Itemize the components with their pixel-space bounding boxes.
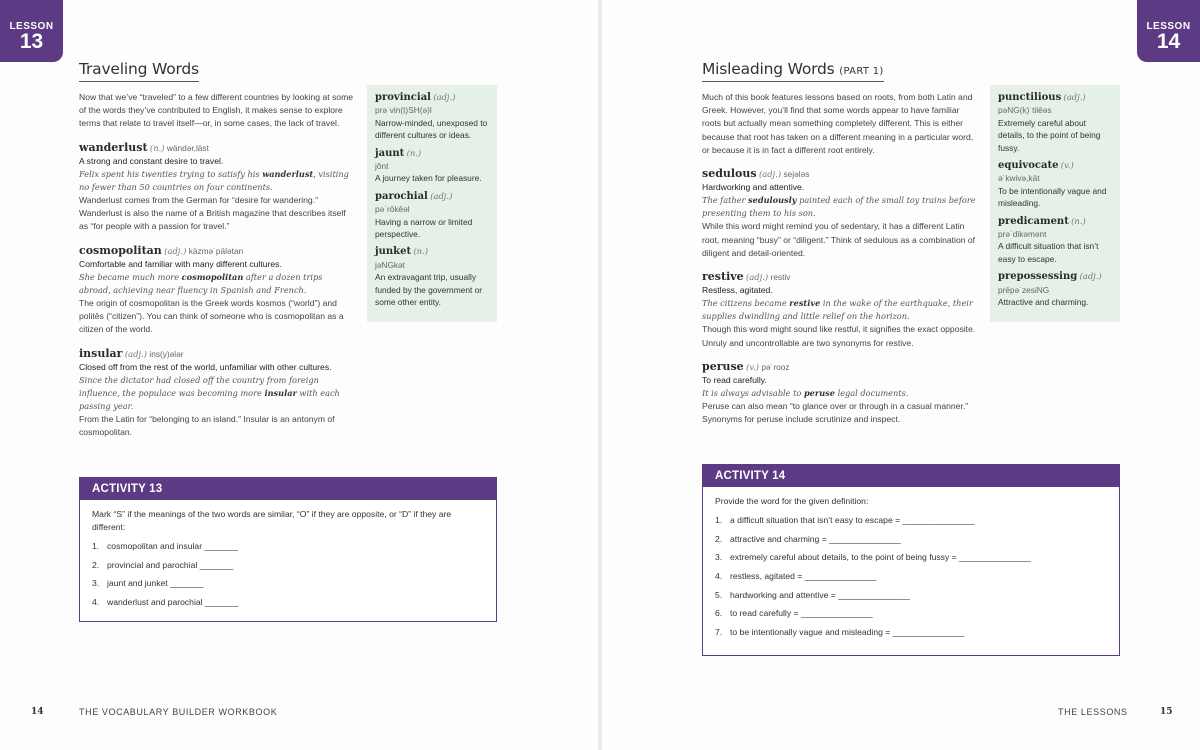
example-sentence bbox=[79, 374, 354, 413]
sidebar-definition: Extremely careful about details, to the point of being fussy. bbox=[998, 117, 1101, 153]
intro-text: Much of this book features lessons based on roots, from both Latin and Greek. However, you’ll find that some words appear to have familiar roots but actually mean something completely different. This is either because that root has taken on a different meaning in a particular word, or because it is in fact a different root entirely. bbox=[702, 92, 974, 155]
pronunciation: sejələs bbox=[783, 169, 810, 180]
headword: restive bbox=[702, 270, 744, 284]
sidebar-entry bbox=[375, 147, 489, 185]
item-number: 7. bbox=[715, 627, 723, 638]
part-of-speech: (v.) bbox=[1060, 160, 1074, 171]
part-of-speech: (n.) bbox=[413, 246, 428, 257]
activity-item bbox=[715, 514, 1107, 527]
pronunciation: prə˙vin(t)SH(ə)l bbox=[375, 105, 432, 116]
vocab-entry bbox=[702, 360, 976, 427]
activity-list bbox=[92, 540, 484, 609]
pronunciation: käzmə˙pälətan bbox=[188, 245, 244, 256]
sidebar-headword: jaunt bbox=[375, 147, 405, 159]
lesson-number: 13 bbox=[19, 30, 44, 53]
entries bbox=[702, 167, 976, 427]
page-number: 14 bbox=[31, 707, 44, 717]
lesson-tab-label: LESSON bbox=[1146, 21, 1191, 32]
activity-box bbox=[79, 477, 497, 622]
item-number: 1. bbox=[715, 515, 723, 525]
vocab-entry bbox=[79, 141, 354, 234]
sidebar-entry bbox=[375, 245, 489, 308]
headword: wanderlust bbox=[79, 140, 148, 154]
pronunciation: prēpə˙zesiNG bbox=[998, 284, 1050, 295]
sidebar-headword: predicament bbox=[998, 215, 1069, 227]
pronunciation: ə˙kwivə,kāt bbox=[998, 173, 1040, 184]
activity-title: ACTIVITY 14 bbox=[703, 465, 1119, 487]
sidebar-headword: prepossessing bbox=[998, 271, 1078, 283]
definition: To read carefully. bbox=[702, 375, 767, 386]
page-title-part: (PART 1) bbox=[839, 66, 884, 77]
example-pre: The citizens became bbox=[702, 298, 790, 309]
pronunciation: restiv bbox=[770, 272, 791, 283]
item-number: 4. bbox=[715, 571, 723, 582]
activity-item bbox=[92, 577, 484, 590]
headword: peruse bbox=[702, 359, 744, 373]
right-page bbox=[600, 0, 1200, 750]
item-number: 5. bbox=[715, 589, 723, 600]
example-post: with each passing year. bbox=[79, 388, 340, 412]
definition: A strong and constant desire to travel. bbox=[79, 155, 224, 166]
example-pre: The father bbox=[702, 195, 749, 206]
intro-text: Now that we’ve “traveled” to a few different countries by looking at some of the words they’ve contributed to English, it makes sense to explore terms that relate to travel itself—or, in some cases, the lack of travel. bbox=[79, 92, 354, 129]
part-of-speech: (adj.) bbox=[746, 272, 769, 283]
part-of-speech: (n.) bbox=[1071, 215, 1086, 226]
main-column bbox=[79, 91, 354, 439]
activity-item bbox=[715, 533, 1107, 546]
example-pre: Felix spent his twenties trying to satisfy his bbox=[79, 169, 263, 180]
entry-headword-line bbox=[79, 141, 354, 155]
activity-item bbox=[715, 589, 1107, 602]
definition: Closed off from the rest of the world, unfamiliar with other cultures. bbox=[79, 361, 332, 372]
sidebar-definition: A difficult situation that isn’t easy to escape. bbox=[998, 241, 1099, 264]
entry-headword-line bbox=[79, 347, 354, 361]
item-number: 1. bbox=[92, 541, 100, 551]
example-post: , visiting no fewer than 50 countries on four continents. bbox=[79, 169, 349, 193]
part-of-speech: (adj.) bbox=[1063, 92, 1086, 102]
item-text: to read carefully = _______________ bbox=[730, 608, 873, 619]
item-text: to be intentionally vague and misleading = _______________ bbox=[730, 627, 965, 638]
pronunciation: jônt bbox=[375, 161, 389, 172]
example-post: painted each of the small toy trains before presenting them to his son. bbox=[702, 195, 976, 219]
example-post: after a dozen trips abroad, achieving near fluency in Spanish and French. bbox=[79, 272, 323, 296]
definition: Hardworking and attentive. bbox=[702, 182, 805, 193]
sidebar-headword: punctilious bbox=[998, 92, 1062, 103]
sidebar-definition: Attractive and charming. bbox=[998, 297, 1089, 308]
sidebar-box bbox=[990, 85, 1120, 322]
activity-item bbox=[715, 570, 1107, 583]
headword: sedulous bbox=[702, 167, 757, 181]
sidebar-entry bbox=[998, 159, 1112, 210]
lesson-tab bbox=[1137, 0, 1200, 62]
sidebar-entry bbox=[998, 91, 1112, 154]
example-pre: Since the dictator had closed off the country from foreign influence, the populace was becoming more bbox=[79, 375, 319, 399]
part-of-speech: (v.) bbox=[746, 361, 760, 372]
pronunciation: jəNGkət bbox=[375, 259, 405, 270]
usage-note: Peruse can also mean “to glance over or through in a casual manner.” Synonyms for peruse include scrutinize and inspect. bbox=[702, 401, 969, 425]
definition: Restless, agitated. bbox=[702, 285, 773, 296]
sidebar-definition: To be intentionally vague and misleading. bbox=[998, 185, 1107, 209]
example-headword: insular bbox=[264, 388, 297, 399]
sidebar-entry bbox=[375, 91, 489, 142]
usage-note: From the Latin for “belonging to an island.” Insular is an antonym of cosmopolitan. bbox=[79, 414, 335, 438]
pronunciation: pəNG(k)˙tilēəs bbox=[998, 105, 1052, 116]
vocab-entry bbox=[702, 270, 976, 350]
sidebar-box bbox=[367, 85, 497, 322]
vocab-entry bbox=[79, 347, 354, 440]
item-text: cosmopolitan and insular _______ bbox=[107, 541, 238, 551]
headword: cosmopolitan bbox=[79, 243, 162, 257]
lesson-tab-label: LESSON bbox=[9, 21, 54, 32]
item-number: 2. bbox=[92, 559, 100, 570]
lesson-tab bbox=[0, 0, 63, 62]
part-of-speech: (adj.) bbox=[1079, 271, 1102, 282]
running-footer: THE VOCABULARY BUILDER WORKBOOK bbox=[79, 707, 278, 717]
activity-title: ACTIVITY 13 bbox=[80, 478, 496, 500]
pronunciation: wändər,läst bbox=[166, 142, 209, 153]
vocab-entry bbox=[79, 244, 354, 337]
usage-note: Wanderlust comes from the German for “desire for wandering.” Wanderlust is also the name of a British magazine that describes itself as “for people with a passion for travel.” bbox=[79, 195, 346, 232]
example-headword: wanderlust bbox=[262, 169, 314, 180]
item-text: hardworking and attentive = _______________ bbox=[730, 589, 910, 600]
part-of-speech: (adj.) bbox=[433, 92, 456, 102]
sidebar-headword: provincial bbox=[375, 92, 431, 103]
page-title: Traveling Words bbox=[79, 60, 199, 82]
example-sentence bbox=[702, 387, 976, 400]
pronunciation: prə˙dikəmənt bbox=[998, 229, 1047, 240]
example-headword: restive bbox=[789, 298, 821, 309]
part-of-speech: (n.) bbox=[149, 142, 165, 153]
example-sentence bbox=[79, 271, 354, 297]
activity-item bbox=[92, 559, 484, 572]
example-headword: sedulously bbox=[748, 195, 797, 206]
example-headword: peruse bbox=[803, 388, 835, 399]
example-pre: It is always advisable to bbox=[702, 388, 804, 399]
activity-instructions: Provide the word for the given definition: bbox=[715, 496, 869, 506]
item-text: attractive and charming = _______________ bbox=[730, 533, 901, 544]
item-text: provincial and parochial _______ bbox=[107, 559, 234, 570]
running-footer: THE LESSONS bbox=[1058, 707, 1128, 717]
lesson-number: 14 bbox=[1156, 30, 1181, 53]
page-title-text: Misleading Words bbox=[702, 60, 835, 78]
example-headword: cosmopolitan bbox=[181, 272, 244, 283]
item-text: jaunt and junket _______ bbox=[107, 578, 204, 589]
activity-item bbox=[92, 596, 484, 609]
example-post: legal documents. bbox=[834, 388, 909, 399]
example-post: in the wake of the earthquake, their supplies dwindling and little relief on the horizon. bbox=[702, 298, 973, 322]
example-sentence bbox=[702, 194, 976, 220]
usage-note: While this word might remind you of sedentary, it has a different Latin root, meaning “busy” or “diligent.” Think of sedulous as a combination of diligent and detail-oriented. bbox=[702, 221, 976, 258]
part-of-speech: (adj.) bbox=[124, 348, 148, 359]
entry-headword-line bbox=[79, 244, 354, 258]
item-text: restless, agitated = _______________ bbox=[730, 571, 877, 582]
item-number: 3. bbox=[92, 578, 100, 589]
item-number: 4. bbox=[92, 597, 100, 608]
page-title bbox=[702, 60, 884, 82]
item-number: 2. bbox=[715, 533, 723, 544]
activity-instructions: Mark “S” if the meanings of the two words are similar, “O” if they are opposite, or “D” if they are different: bbox=[92, 509, 452, 532]
sidebar-headword: equivocate bbox=[998, 160, 1059, 172]
sidebar-entry bbox=[375, 190, 489, 241]
usage-note: The origin of cosmopolitan is the Greek words kosmos (“world”) and politēs (“citizen”). You can think of someone who is cosmopolitan as a citizen of the world. bbox=[79, 298, 344, 335]
item-text: wanderlust and parochial _______ bbox=[107, 597, 239, 608]
example-sentence bbox=[702, 297, 976, 323]
entry-headword-line bbox=[702, 167, 976, 181]
pronunciation: ins(y)ələr bbox=[149, 348, 184, 359]
sidebar-entry bbox=[998, 270, 1112, 308]
sidebar-definition: Narrow-minded, unexposed to different cultures or ideas. bbox=[375, 117, 488, 141]
entry-headword-line bbox=[702, 270, 976, 284]
sidebar-headword: junket bbox=[375, 246, 412, 258]
activity-item bbox=[715, 626, 1107, 639]
part-of-speech: (adj.) bbox=[164, 245, 187, 256]
pronunciation: pə˙rōkēəl bbox=[375, 204, 410, 215]
page-number: 15 bbox=[1160, 707, 1173, 717]
example-sentence bbox=[79, 168, 354, 194]
activity-box bbox=[702, 464, 1120, 656]
definition: Comfortable and familiar with many different cultures. bbox=[79, 258, 282, 269]
entries bbox=[79, 141, 354, 440]
headword: insular bbox=[79, 346, 123, 360]
item-text: a difficult situation that isn’t easy to escape = _______________ bbox=[730, 515, 975, 525]
item-number: 3. bbox=[715, 552, 723, 563]
vocab-entry bbox=[702, 167, 976, 260]
sidebar-definition: Having a narrow or limited perspective. bbox=[375, 216, 473, 240]
sidebar-entry bbox=[998, 215, 1112, 266]
activity-item bbox=[92, 540, 484, 553]
usage-note: Though this word might sound like restful, it signifies the exact opposite. Unruly and uncontrollable are two synonyms for restive. bbox=[702, 324, 976, 348]
sidebar-headword: parochial bbox=[375, 190, 428, 202]
main-column bbox=[702, 91, 976, 427]
example-pre: She became much more bbox=[79, 272, 182, 283]
sidebar-definition: A journey taken for pleasure. bbox=[375, 173, 482, 184]
item-number: 6. bbox=[715, 608, 723, 619]
pronunciation: pə˙rooz bbox=[761, 361, 790, 372]
part-of-speech: (n.) bbox=[406, 147, 422, 158]
sidebar-definition: An extravagant trip, usually funded by the government or some other entity. bbox=[375, 272, 483, 308]
activity-list bbox=[715, 514, 1107, 639]
activity-item bbox=[715, 551, 1107, 564]
entry-headword-line bbox=[702, 360, 976, 374]
activity-item bbox=[715, 607, 1107, 620]
item-text: extremely careful about details, to the point of being fussy = _______________ bbox=[730, 552, 1031, 563]
part-of-speech: (adj.) bbox=[758, 169, 782, 180]
part-of-speech: (adj.) bbox=[430, 190, 453, 201]
